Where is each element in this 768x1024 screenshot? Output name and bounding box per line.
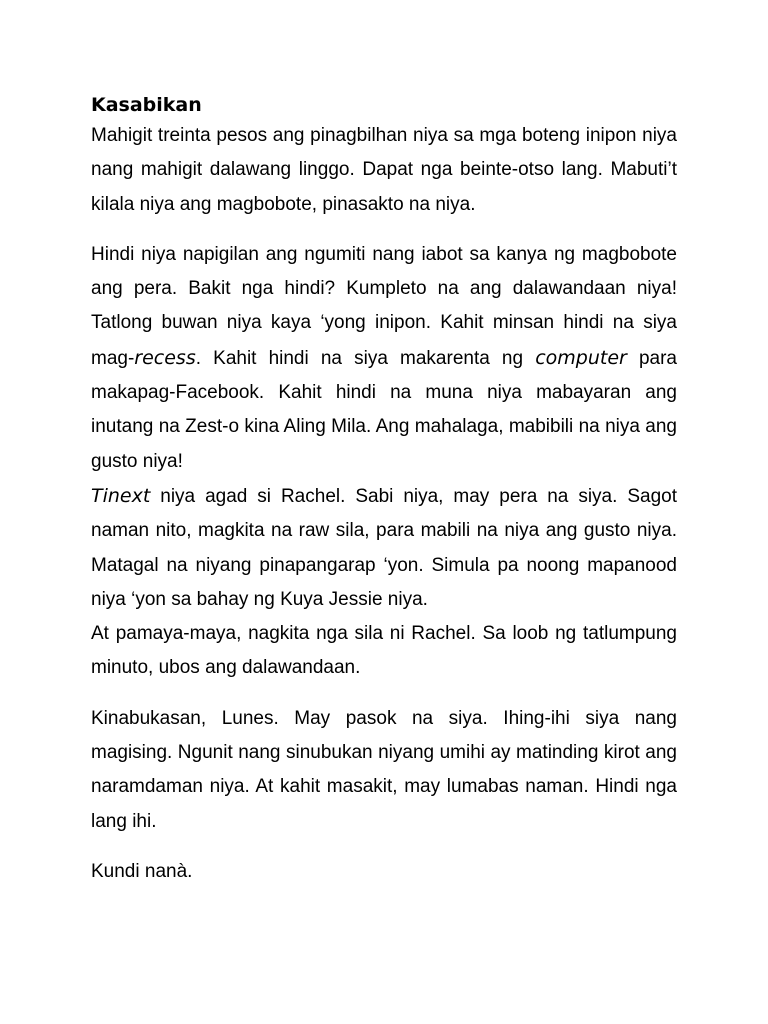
paragraph-3-text-b: niya agad si Rachel. Sabi niya, may pera na siya. Sagot naman nito, magkita na raw sila, para mabili na niya ang gusto niya. Matagal na niyang pinapangarap ‘yon. Simula pa noong mapanood niya ‘yon sa bahay ng Kuya Jessie niya. [91, 485, 677, 610]
document-body [91, 91, 677, 889]
paragraph-5: Kinabukasan, Lunes. May pasok na siya. Ihing-ihi siya nang magising. Ngunit nang sinubukan niyang umihi ay matinding kirot ang naramdaman niya. At kahit masakit, may lumabas naman. Hindi nga lang ihi. [91, 707, 677, 832]
story-title: Kasabikan [91, 94, 202, 116]
paragraph-2-text-e: para makapag-Facebook. Kahit hindi na muna niya mabayaran ang inutang na Zest-o kina Aling Mila. Ang mahalaga, mabibili na niya ang gusto niya! [91, 347, 677, 472]
italic-word-computer: computer [535, 346, 627, 369]
paragraph-2-text-c: . Kahit hindi na siya makarenta ng [195, 347, 536, 369]
paragraph-2 [91, 238, 677, 479]
paragraph-4: At pamaya-maya, nagkita nga sila ni Rachel. Sa loob ng tatlumpung minuto, ubos ang dalawandaan. [91, 623, 677, 679]
paragraph-1: Mahigit treinta pesos ang pinagbilhan niya sa mga boteng inipon niya nang mahigit dalawang linggo. Dapat nga beinte-otso lang. Mabuti’t kilala niya ang magbobote, pinasakto na niya. [91, 125, 677, 215]
paragraph-3 [91, 479, 677, 617]
italic-word-tinext: Tinext [91, 484, 151, 507]
paragraph-2-text-a: Hindi niya napigilan ang ngumiti nang iabot sa kanya ng magbobote ang pera. Bakit nga hindi? Kumpleto na ang dalawandaan niya! Tatlong buwan niya kaya ‘yong inipon. Kahit minsan hindi na siya mag- [91, 243, 677, 369]
paragraph-6: Kundi nanà. [91, 860, 193, 882]
italic-word-recess: recess [134, 346, 196, 369]
